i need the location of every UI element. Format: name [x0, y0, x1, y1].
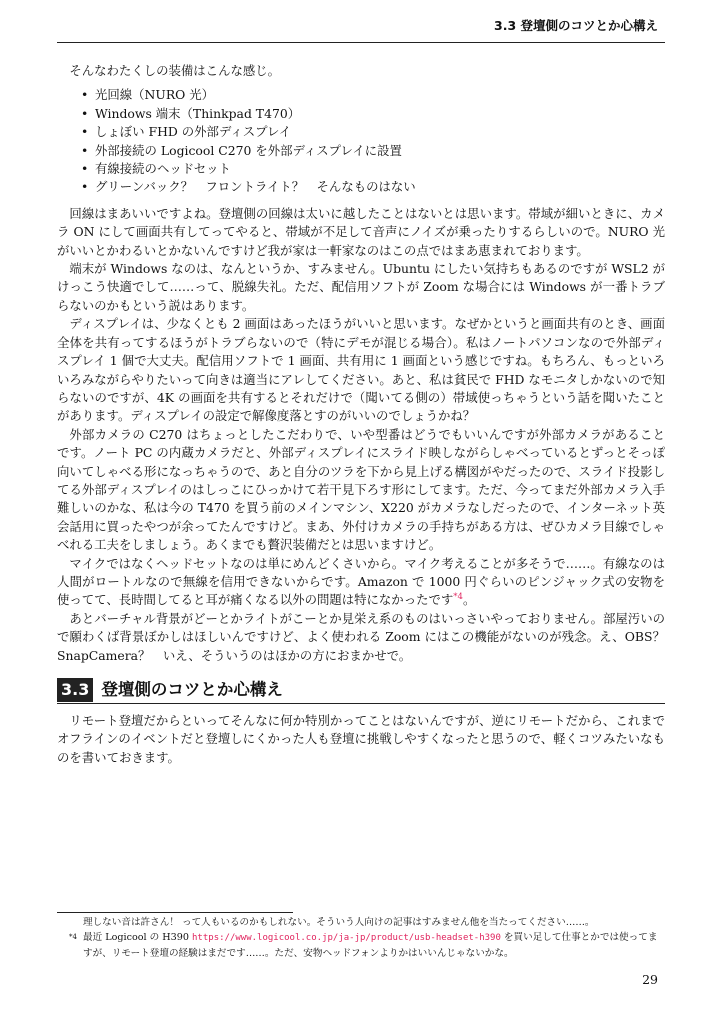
section-heading	[57, 678, 665, 704]
headset-text: マイクではなくヘッドセットなのは単にめんどくさいから。マイク考えることが多そうで……。有線なのは人間がロートルなので無線を信用できないからです。Amazon で 1000 円ぐらいのピンジャック式の安物を使ってて、長時間してると耳が痛くなる以外の問題は特になかったです	[57, 555, 665, 608]
paragraph-display: ディスプレイは、少なくとも 2 画面はあったほうがいいと思います。なぜかというと画面共有のとき、画面全体を共有ってするほうがトラブらないので（特にデモが混じる場合）。私はノートパソコンなので外部ディスプレイ 1 個で大丈夫。配信用ソフトで 1 画面、共有用に 1 画面という感じですね。もちろん、もっといろいろみながらやりたいって向きは適当にアレしてください。あと、私は貧民で FHD なモニタしかないので知らないのですが、4K の画面を共有するとそれだけで（聞いてる側の）帯域使っちゃうという話を聞いたことがあります。ディスプレイの設定で解像度落とすのがいいのでしょうかね？	[57, 316, 665, 424]
footnote-4-text-end: を買い足して仕事とかでは使ってますが、リモート登壇の経験はまだです……。ただ、安物ヘッドフォンよりかはいいんじゃないかな。	[83, 932, 658, 959]
section-number: 3.3	[57, 678, 93, 702]
list-item: • 光回線（NURO 光）	[95, 86, 665, 104]
paragraph-headset	[57, 555, 665, 610]
list-item: • 外部接続の Logicool C270 を外部ディスプレイに設置	[95, 142, 665, 160]
footnote-4-ref[interactable]: *4	[453, 592, 463, 603]
main-content	[57, 62, 678, 767]
footnote-4-link[interactable]: https://www.logicool.co.jp/ja-jp/product/usb-headset-h390	[192, 933, 501, 943]
list-item: • しょぼい FHD の外部ディスプレイ	[95, 123, 665, 141]
footnotes	[57, 912, 665, 961]
running-header-title: 3.3 登壇側のコツとか心構え	[494, 18, 658, 33]
footnote-rule	[57, 912, 293, 913]
footnote-4-text: 最近 Logicool の H390	[83, 932, 193, 943]
headset-text-end: 。	[462, 592, 476, 608]
page-number: 29	[642, 972, 658, 987]
equipment-list	[57, 86, 665, 196]
list-item: • 有線接続のヘッドセット	[95, 160, 665, 178]
paragraph-network: 回線はまあいいですよね。登壇側の回線は太いに越したことはないとは思います。帯域が細いときに、カメラ ON にして画面共有してってやると、帯域が不足して音声にノイズが乗ったりするらしいので。NURO 光がいいとかわるいとかないんですけど我が家は一軒家なのはこの点ではまあ恵まれております。	[57, 205, 665, 258]
footnote-continuation: 理しない音は許さん！ って人もいるのかもしれない。そういう人向けの記事はすみません他を当たってください……。	[83, 917, 595, 928]
paragraph-windows: 端末が Windows なのは、なんというか、すみません。Ubuntu にしたい気持ちもあるのですが WSL2 がけっこう快適でして……って、脱線失礼。ただ、配信用ソフトが Zoom な場合には Windows が一番トラブらないのかもという説はあります。	[57, 261, 665, 313]
footnote-4	[57, 930, 665, 961]
header-rule	[57, 42, 665, 43]
section-body: リモート登壇だからといってそんなに何か特別かってことはないんですが、逆にリモートだから、これまでオフラインのイベントだと登壇しにくかった人も登壇に挑戦しやすくなったと思うので、軽くコツみたいなものを書いておきます。	[57, 713, 665, 765]
list-item: • グリーンバック？ フロントライト？ そんなものはない	[95, 178, 665, 196]
section-title: 登壇側のコツとか心構え	[101, 680, 283, 699]
intro-text: そんなわたくしの装備はこんな感じ。	[69, 63, 281, 78]
list-item: • Windows 端末（Thinkpad T470）	[95, 105, 665, 123]
paragraph-background: あとバーチャル背景がどーとかライトがこーとか見栄え系のものはいっさいやっておりません。部屋汚いので願わくば背景ぼかしはほしいんですけど、よく使われる Zoom にはこの機能がないのが残念。え、OBS？ SnapCamera？ いえ、そういうのはほかの方におまかせで。	[57, 610, 678, 663]
paragraph-camera: 外部カメラの C270 はちょっとしたこだわりで、いや型番はどうでもいいんですが外部カメラがあることです。ノート PC の内蔵カメラだと、外部ディスプレイにスライド映しながらしゃべっているとずっとそっぽ向いてしゃべる形になっちゃうので、あと自分のツラを下から見上げる構図がやだったので、スライド投影してる外部ディスプレイのはしっこにひっかけて若干見下ろす形にしてます。ただ、今ってまだ外部カメラ入手難しいのかな、私は今の T470 を買う前のメインマシン、X220 がカメラなしだったので、インターネット英会話用に買ったやつが余ってたんですけど。まあ、外付けカメラの手持ちがある方は、ぜひカメラ目線でしゃべれる工夫をしましょう。あくまでも贅沢装備だとは思いますけど。	[57, 426, 665, 553]
footnote-4-label: *4	[69, 933, 77, 941]
